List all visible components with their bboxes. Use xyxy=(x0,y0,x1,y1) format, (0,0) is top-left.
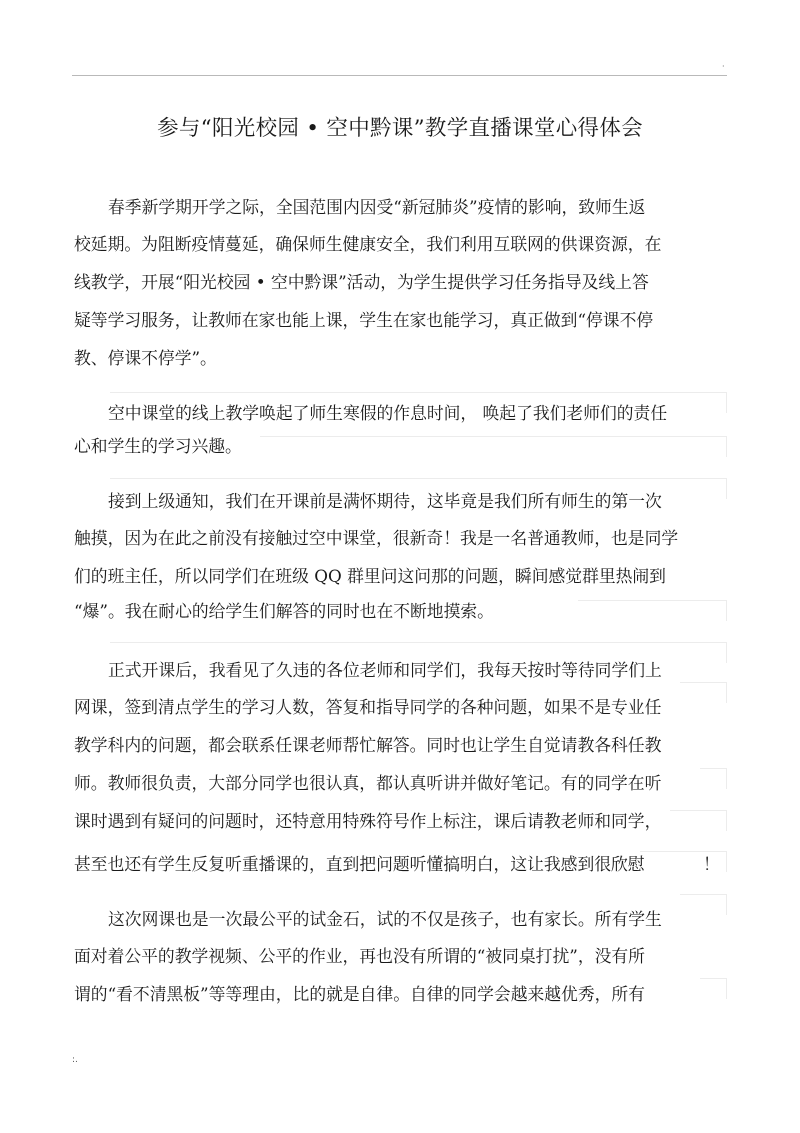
paragraph-4-line-7: ！ xyxy=(703,854,720,874)
paragraph-4-line-2: 网课，签到清点学生的学习人数，答复和指导同学的各种问题，如果不是专业任 xyxy=(74,697,662,717)
scan-artifact xyxy=(680,894,727,915)
paragraph-1-line-2: 校延期。为阻断疫情蔓延，确保师生健康安全，我们利用互联网的供课资源，在 xyxy=(74,234,662,254)
paragraph-5-line-2: 面对着公平的教学视频、公平的作业，再也没有所谓的“被同桌打扰”，没有所 xyxy=(74,946,645,966)
paragraph-3-line-4: “爆”。我在耐心的给学生们解答的同时也在不断地摸索。 xyxy=(74,601,494,621)
paragraph-4-line-4: 师。教师很负责，大部分同学也很认真，都认真听讲并做好笔记。有的同学在听 xyxy=(74,773,662,793)
paragraph-1-line-1: 春季新学期开学之际，全国范围内因受“新冠肺炎”疫情的影响，致师生返 xyxy=(108,197,646,217)
paragraph-2-line-1: 空中课堂的线上教学唤起了师生寒假的作息时间， 唤起了我们老师们的责任 xyxy=(108,403,668,423)
paragraph-1-line-3: 线教学，开展“阳光校园 • 空中黔课”活动，为学生提供学习任务指导及线上答 xyxy=(74,272,649,292)
paragraph-4-line-6: 甚至也还有学生反复听重播课的，直到把问题听懂搞明白，这让我感到很欣慰 xyxy=(74,854,645,874)
paragraph-4-line-3: 教学科内的问题，都会联系任课老师帮忙解答。同时也让学生自觉请教各科任教 xyxy=(74,735,662,755)
paragraph-2-line-2: 心和学生的学习兴趣。 xyxy=(74,436,242,456)
scan-artifact xyxy=(578,600,727,621)
scan-artifact xyxy=(700,978,727,999)
header-rule xyxy=(72,75,727,76)
paragraph-3-line-3: 们的班主任，所以同学们在班级 QQ 群里问这问那的问题，瞬间感觉群里热闹到 xyxy=(74,566,666,586)
paragraph-5-line-1: 这次网课也是一次最公平的试金石，试的不仅是孩子，也有家长。所有学生 xyxy=(108,909,662,929)
paragraph-1-line-5: 教、停课不停学”。 xyxy=(74,348,217,368)
corner-mark-bottom: :. xyxy=(72,1055,78,1065)
paragraph-3-line-1: 接到上级通知，我们在开课前是满怀期待，这毕竟是我们所有师生的第一次 xyxy=(108,491,662,511)
document-title: 参与“阳光校园 • 空中黔课”教学直播课堂心得体会 xyxy=(157,116,643,141)
paragraph-4-line-1: 正式开课后，我看见了久违的各位老师和同学们，我每天按时等待同学们上 xyxy=(108,660,662,680)
paragraph-5-line-3: 谓的“看不清黑板”等等理由，比的就是自律。自律的同学会越来越优秀，所有 xyxy=(74,984,645,1004)
scan-artifact xyxy=(700,768,727,789)
paragraph-1-line-4: 疑等学习服务，让教师在家也能上课，学生在家也能学习，真正做到“停课不停 xyxy=(74,310,654,330)
scan-artifact xyxy=(680,682,727,703)
scan-artifact xyxy=(670,810,727,831)
corner-mark-top: · xyxy=(722,62,725,71)
scan-artifact xyxy=(260,436,727,457)
paragraph-4-line-5: 课时遇到有疑问的问题时，还特意用特殊符号作上标注，课后请教老师和同学， xyxy=(74,811,662,831)
paragraph-3-line-2: 触摸，因为在此之前没有接触过空中课堂，很新奇！我是一名普通教师，也是同学 xyxy=(74,528,679,548)
